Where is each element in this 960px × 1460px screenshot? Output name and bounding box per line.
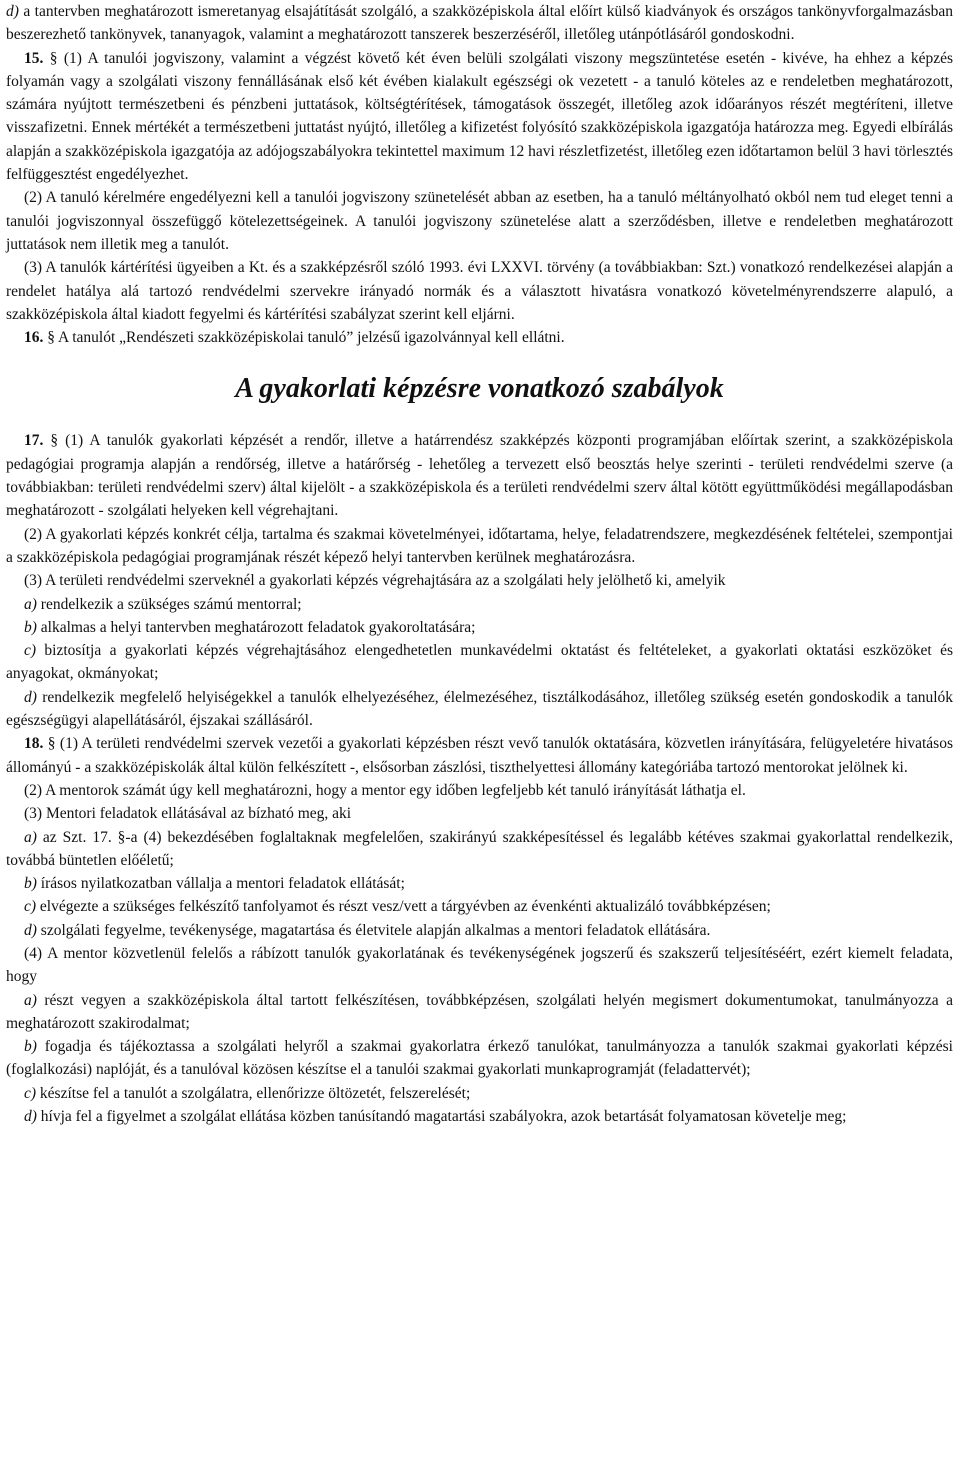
paragraph-text: § (1) A tanulók gyakorlati képzését a rendőr, illetve a határrendész szakképzés központi programjában előírtak szerint, a szakközépiskola pedagógiai programja alapján a rendőrség, illetve a határőrség - lehetőleg a tervezett első beosztás helye szerinti - területi rendvédelmi szerve (a továbbiakban: területi rendvédelmi szerv) által kijelölt - a szakközépiskola és a területi rendvédelmi szerv által kötött együttműködési megállapodásban meghatározott - szolgálati helyeken kell végrehajtani.: [6, 432, 953, 520]
section-paragraph: [6, 429, 953, 522]
list-item-text: rendelkezik a szükséges számú mentorral;: [36, 595, 302, 613]
list-item-text: szolgálati fegyelme, tevékenysége, magatartása és életvitele alapján alkalmas a mentori feladatok ellátására.: [36, 921, 711, 939]
list-item-text: a tantervben meghatározott ismeretanyag elsajátítását szolgáló, a szakközépiskola által előírt külső kiadványok és országos tankönyvforgalmazásban beszerezhető tankönyvek, tananyagok, valamint a meghatározott tanszerek beszerzéséről, illetőleg utánpótlásáról gondoskodni.: [6, 3, 953, 44]
list-item-text: fogadja és tájékoztassa a szolgálati helyről a szakmai gyakorlatra érkező tanulókat, tanulmányozza a tanulók szakmai gyakorlati képzési (foglalkozási) naplóját, és a tanulóval közösen készítse el a tanulói szakmai gyakorlati munkaprogramját (feladattervét);: [6, 1038, 953, 1079]
list-item-label: c): [24, 642, 37, 660]
section-paragraph: [6, 732, 953, 779]
list-item-label: d): [24, 1108, 37, 1126]
paragraph-text: (3) A tanulók kártérítési ügyeiben a Kt. és a szakképzésről szóló 1993. évi LXXVI. törvény (a továbbiakban: Szt.) vonatkozó rendelkezései alapján a rendelet hatálya alá tartozó rendvédelmi szervekre irányadó normák és a választott hivatásra vonatkozó követelményrendszerre alapuló, a szakközépiskola által kiadott fegyelmi és kártérítési szabályzat szerint kell eljárni.: [6, 259, 953, 323]
list-item-label: d): [24, 688, 37, 706]
section-number: 17.: [24, 432, 44, 450]
list-item: [6, 919, 953, 942]
list-item-text: írásos nyilatkozatban vállalja a mentori feladatok ellátását;: [36, 875, 405, 893]
paragraph-text: (3) Mentori feladatok ellátásával az bízható meg, aki: [24, 805, 352, 823]
list-item-label: a): [24, 828, 37, 846]
paragraph-text: (2) A mentorok számát úgy kell meghatározni, hogy a mentor egy időben legfeljebb két tanuló irányítását láthatja el.: [24, 781, 746, 799]
paragraph-text: (4) A mentor közvetlenül felelős a rábízott tanulók gyakorlatának és tevékenységének jogszerű és szakszerű teljesítéséért, ezért kiemelt feladata, hogy: [6, 944, 953, 986]
paragraph-text: (3) A területi rendvédelmi szerveknél a gyakorlati képzés végrehajtására az a szolgálati hely jelölhető ki, amelyik: [24, 572, 726, 590]
list-item-label: b): [24, 618, 37, 636]
list-item-text: elvégezte a szükséges felkészítő tanfolyamot és részt vesz/vett a tárgyévben az évenkénti aktualizáló továbbképzésen;: [36, 898, 771, 916]
list-item: [6, 989, 953, 1036]
list-item-text: készítse fel a tanulót a szolgálatra, ellenőrizze öltözetét, felszerelését;: [36, 1084, 471, 1102]
section-number: 15.: [24, 49, 44, 67]
paragraph-text: § (1) A tanulói jogviszony, valamint a végzést követő két éven belüli szolgálati viszony megszüntetése esetén - kivéve, ha ehhez a képzés folyamán vagy a szolgálati viszony fennállásának első két évében kialakult egészségi ok vezetett - a tanuló köteles az e rendeletben meghatározott, számára nyújtott természetbeni és pénzbeni juttatások, költségtérítések, támogatások összegét, illetőleg azok időarányos részét megtéríteni, illetve visszafizetni. Ennek mértékét a természetbeni juttatást nyújtó, illetőleg a kifizetést folyósító szakközépiskola igazgatója határozza meg. Egyedi elbírálás alapján a szakközépiskola igazgatója az adójogszabályokra tekintettel maximum 12 havi részletfizetést, illetőleg ezen időtartamon belül 3 havi törlesztés felfüggesztést engedélyezhet.: [6, 49, 953, 184]
paragraph-text: § (1) A területi rendvédelmi szervek vezetői a gyakorlati képzésben részt vevő tanulók oktatására, közvetlen irányítására, felügyeletére hivatásos állományú - a szakközépiskolák által külön felkészített -, elsősorban zászlósi, tiszthelyettesi állomány kategóriába tartozó mentorokat jelölnek ki.: [6, 735, 953, 776]
list-item: [6, 895, 953, 918]
section-paragraph: [6, 47, 953, 187]
list-item: [6, 872, 953, 895]
list-item-label: c): [24, 898, 37, 916]
document-body-bottom: [6, 429, 953, 1128]
list-item: [6, 826, 953, 873]
section-paragraph: [6, 326, 953, 349]
list-item: [6, 616, 953, 639]
list-item-text: alkalmas a helyi tantervben meghatározott feladatok gyakoroltatására;: [36, 618, 476, 636]
section-number: 18.: [24, 735, 44, 753]
list-item: [6, 1082, 953, 1105]
list-item-label: a): [24, 991, 37, 1009]
list-item-text: hívja fel a figyelmet a szolgálat ellátása közben tanúsítandó magatartási szabályokra, azok betartását folyamatosan követelje meg;: [36, 1108, 847, 1126]
list-item-text: részt vegyen a szakközépiskola által tartott felkészítésen, továbbképzésen, szolgálati helyén megismert dokumentumokat, tanulmányozza a meghatározott szakirodalmat;: [6, 991, 953, 1032]
list-item-label: a): [24, 595, 37, 613]
list-item-label: b): [24, 1038, 37, 1056]
list-item-text: rendelkezik megfelelő helyiségekkel a tanulók elhelyezéséhez, élelmezéséhez, tisztálkodásához, illetőleg szükség esetén gondoskodik a tanulók egészségügyi alapellátásáról, éjszakai szállásáról.: [6, 688, 953, 730]
list-item: [6, 1035, 953, 1082]
paragraph-text: (2) A gyakorlati képzés konkrét célja, tartalma és szakmai követelményei, időtartama, helye, feladatrendszere, megkezdésének feltételei, szempontjai a szakközépiskola pedagógiai programjának részét képező helyi tantervben kerülnek meghatározásra.: [6, 525, 953, 566]
section-number: 16.: [24, 329, 44, 347]
list-item-text: biztosítja a gyakorlati képzés végrehajtásához elengedhetetlen munkavédelmi oktatást és feltételeket, a gyakorlati oktatási eszközöket és anyagokat, okmányokat;: [6, 642, 953, 683]
list-item: [6, 593, 953, 616]
document-body-top: [6, 0, 953, 349]
list-item: [6, 639, 953, 686]
paragraph-text: (2) A tanuló kérelmére engedélyezni kell a tanulói jogviszony szünetelését abban az esetben, ha a tanuló méltányolható okból nem tud eleget tenni a tanulói jogviszonnyal összefüggő kötelezettségeinek. A tanulói jogviszony szünetelése alatt a szerződésben, illetve e rendeletben meghatározott juttatások nem illetik meg a tanulót.: [6, 189, 953, 253]
list-item-text: az Szt. 17. §-a (4) bekezdésében foglaltaknak megfelelően, szakirányú szakképesítéssel és legalább kétéves szakmai gyakorlattal rendelkezik, továbbá büntetlen előéletű;: [6, 828, 953, 869]
list-item: [6, 1105, 953, 1128]
list-item-label: d): [6, 3, 19, 20]
list-item-label: c): [24, 1084, 37, 1102]
paragraph-text: § A tanulót „Rendészeti szakközépiskolai tanuló” jelzésű igazolvánnyal kell ellátni.: [43, 329, 565, 347]
list-item-label: d): [24, 921, 37, 939]
list-item: [6, 0, 953, 47]
list-item-label: b): [24, 875, 37, 893]
list-item: [6, 686, 953, 733]
section-heading: A gyakorlati képzésre vonatkozó szabályok: [235, 373, 724, 405]
